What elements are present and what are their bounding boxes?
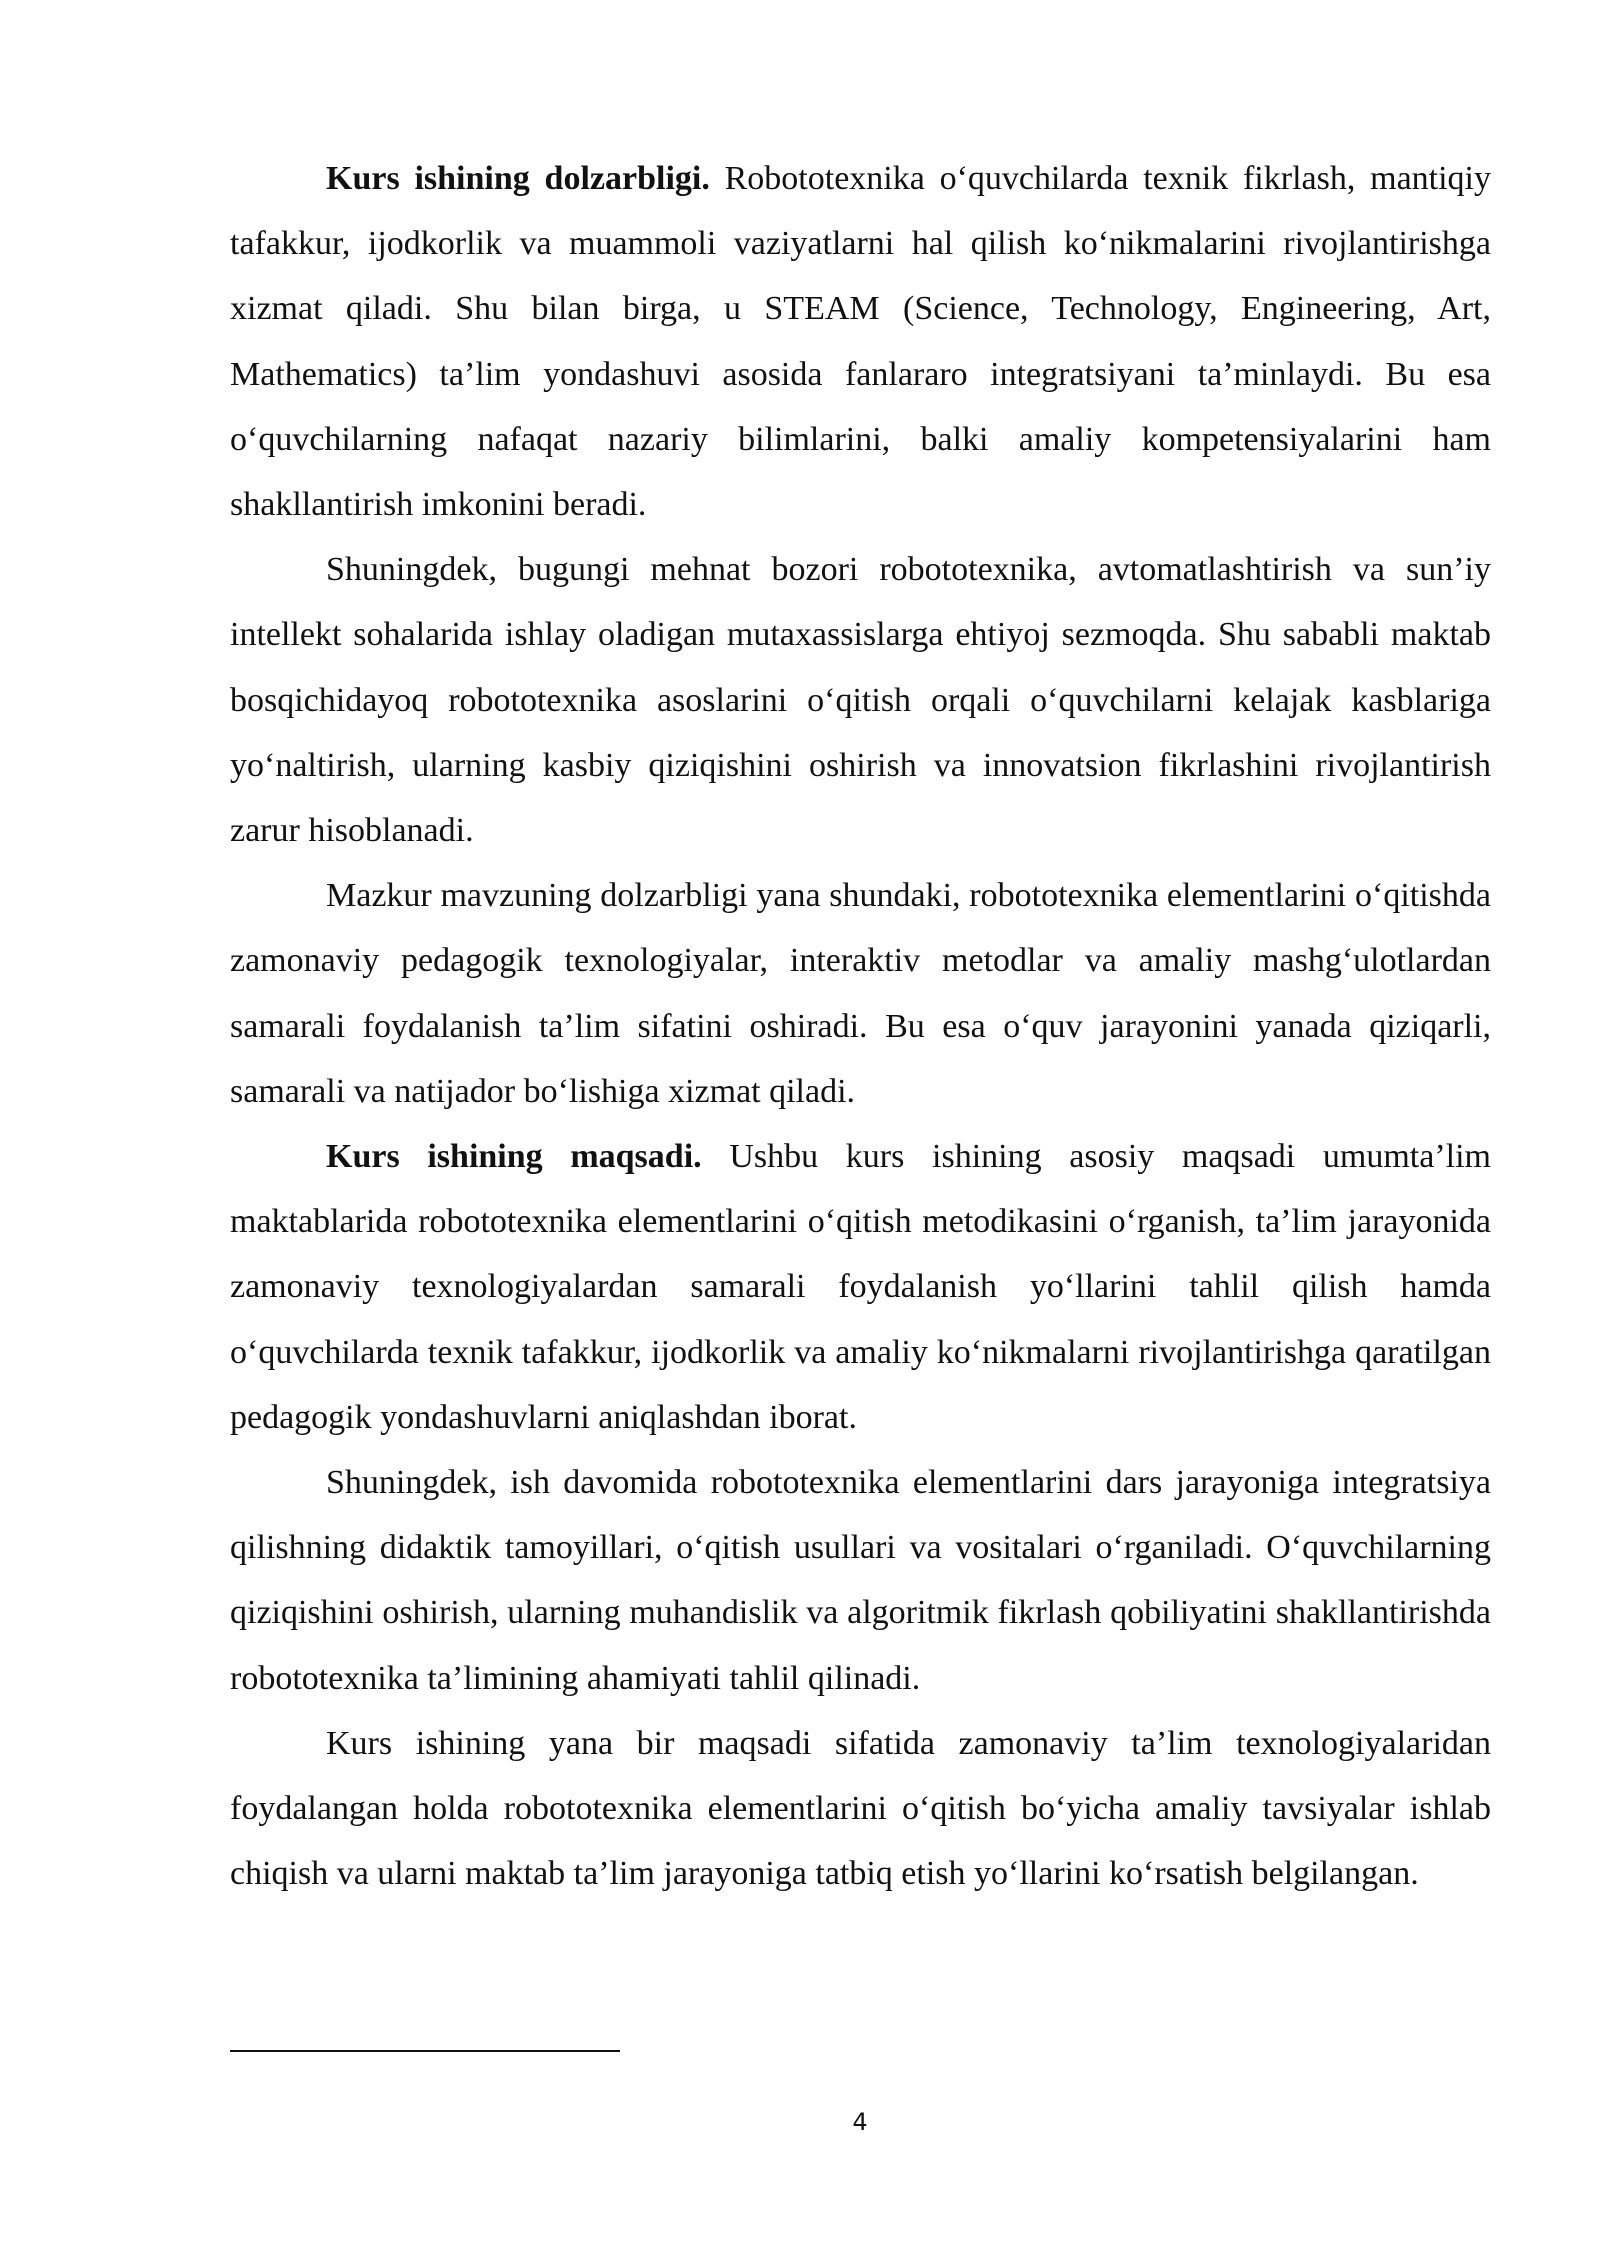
- footnote-separator: [230, 2050, 620, 2052]
- paragraph-additional-goal: [230, 1711, 1491, 1907]
- paragraph-text: Mazkur mavzuning dolzarbligi yana shundaki, robototexnika elementlarini o‘qitishda zamonaviy pedagogik texnologiyalar, interaktiv metodlar va amaliy mashg‘ulotlardan samarali foydalanish ta’lim sifatini oshiradi. Bu esa o‘quv jarayonini yanada qiziqarli, samarali va natijador bo‘lishiga xizmat qiladi.: [230, 877, 1491, 1110]
- paragraph-text: Kurs ishining yana bir maqsadi sifatida zamonaviy ta’lim texnologiyalaridan foydalangan holda robototexnika elementlarini o‘qitish bo‘yicha amaliy tavsiyalar ishlab chiqish va ularni maktab ta’lim jarayoniga tatbiq etish yo‘llarini ko‘rsatish belgilangan.: [230, 1724, 1491, 1893]
- paragraph-goal: [230, 1124, 1491, 1450]
- paragraph-text: Ushbu kurs ishining asosiy maqsadi umumta’lim maktablarida robototexnika elementlarini o‘qitish metodikasini o‘rganish, ta’lim jarayonida zamonaviy texnologiyalardan samarali foydalanish yo‘llarini tahlil qilish hamda o‘quvchilarda texnik tafakkur, ijodkorlik va amaliy ko‘nikmalarni rivojlantirishga qaratilgan pedagogik yondashuvlarni aniqlashdan iborat.: [230, 1138, 1492, 1436]
- paragraph-text: Robototexnika o‘quvchilarda texnik fikrlash, mantiqiy tafakkur, ijodkorlik va muammoli vaziyatlarni hal qilish ko‘nikmalarini rivojlantirishga xizmat qiladi. Shu bilan birga, u STEAM (Science, Technology, Engineering, Art, Mathematics) ta’lim yondashuvi asosida fanlararo integratsiyani ta’minlaydi. Bu esa o‘quvchilarning nafaqat nazariy bilimlarini, balki amaliy kompetensiyalarini ham shakllantirish imkonini beradi.: [230, 160, 1491, 524]
- paragraph-methods: [230, 1450, 1491, 1711]
- paragraph-relevance: [230, 146, 1491, 537]
- body-text: [230, 146, 1491, 1906]
- heading-goal: Kurs ishining maqsadi.: [326, 1138, 702, 1176]
- paragraph-text: Shuningdek, ish davomida robototexnika elementlarini dars jarayoniga integratsiya qilishning didaktik tamoyillari, o‘qitish usullari va vositalari o‘rganiladi. O‘quvchilarning qiziqishini oshirish, ularning muhandislik va algoritmik fikrlash qobiliyatini shakllantirishda robototexnika ta’limining ahamiyati tahlil qilinadi.: [230, 1464, 1491, 1697]
- paragraph-topic-relevance: [230, 863, 1491, 1124]
- paragraph-labor-market: [230, 537, 1491, 863]
- page-number: 4: [852, 2108, 868, 2136]
- paragraph-text: Shuningdek, bugungi mehnat bozori robototexnika, avtomatlashtirish va sun’iy intellekt sohalarida ishlay oladigan mutaxassislarga ehtiyoj sezmoqda. Shu sababli maktab bosqichidayoq robototexnika asoslarini o‘qitish orqali o‘quvchilarni kelajak kasblariga yo‘naltirish, ularning kasbiy qiziqishini oshirish va innovatsion fikrlashini rivojlantirish zarur hisoblanadi.: [230, 551, 1491, 850]
- heading-relevance: Kurs ishining dolzarbligi.: [326, 160, 710, 197]
